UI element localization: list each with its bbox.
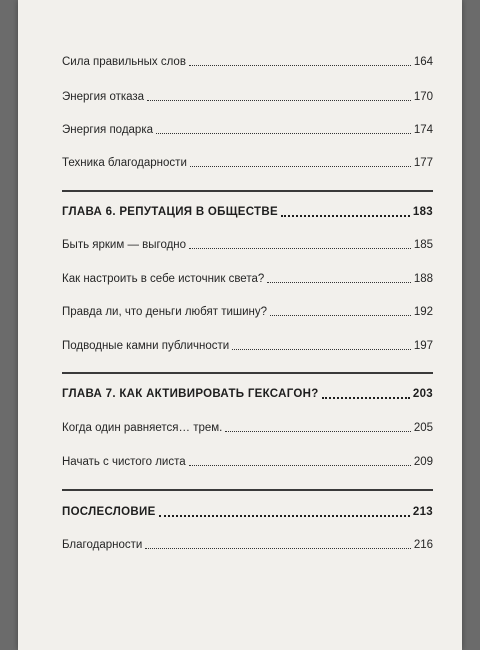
dot-leader: [189, 64, 411, 66]
toc-chapter-heading: [62, 388, 433, 400]
toc-entry: [62, 422, 433, 434]
section-divider: [62, 489, 433, 491]
toc-entry-page: 209: [413, 456, 433, 468]
toc-entry: [62, 124, 433, 136]
toc-entry-page: 185: [413, 239, 433, 251]
dot-leader: [156, 132, 411, 134]
toc-entry-title: Энергия подарка: [62, 124, 154, 136]
book-page: [18, 0, 462, 650]
toc-chapter-title: ГЛАВА 6. РЕПУТАЦИЯ В ОБЩЕСТВЕ: [62, 206, 278, 218]
toc-entry-page: 216: [413, 539, 433, 551]
toc-chapter-heading: [62, 206, 433, 218]
dot-leader: [145, 547, 411, 549]
dot-leader: [190, 165, 411, 167]
toc-entry-page: 177: [413, 157, 433, 169]
dot-leader: [322, 396, 410, 399]
toc-entry-title: Благодарности: [62, 539, 143, 551]
dot-leader: [267, 281, 411, 283]
toc-entry-title: Быть ярким — выгодно: [62, 239, 187, 251]
toc-chapter-heading: [62, 506, 433, 518]
toc-entry-page: 197: [413, 340, 433, 352]
toc-entry-title: Правда ли, что деньги любят тишину?: [62, 306, 268, 318]
toc-chapter-page: 183: [412, 206, 433, 218]
toc-entry: [62, 157, 433, 169]
dot-leader: [147, 99, 411, 101]
toc-entry-page: 205: [413, 422, 433, 434]
toc-chapter-title: ПОСЛЕСЛОВИЕ: [62, 506, 156, 518]
dot-leader: [270, 314, 411, 316]
dot-leader: [232, 348, 411, 350]
dot-leader: [189, 247, 411, 249]
toc-entry: [62, 239, 433, 251]
toc-entry: [62, 539, 433, 551]
toc-chapter-page: 213: [412, 506, 433, 518]
toc-entry: [62, 340, 433, 352]
toc-entry-page: 188: [413, 273, 433, 285]
toc-entry-title: Подводные камни публичности: [62, 340, 230, 352]
toc-chapter-page: 203: [412, 388, 433, 400]
dot-leader: [159, 514, 410, 517]
toc-entry: [62, 91, 433, 103]
dot-leader: [225, 430, 410, 432]
toc-chapter-title: ГЛАВА 7. КАК АКТИВИРОВАТЬ ГЕКСАГОН?: [62, 388, 319, 400]
section-divider: [62, 372, 433, 374]
toc-entry-page: 164: [413, 56, 433, 68]
section-divider: [62, 190, 433, 192]
toc-entry-title: Когда один равняется… трем.: [62, 422, 223, 434]
toc-entry: [62, 306, 433, 318]
toc-entry-title: Как настроить в себе источник света?: [62, 273, 265, 285]
toc-entry: [62, 273, 433, 285]
dot-leader: [281, 214, 410, 217]
toc-entry-title: Сила правильных слов: [62, 56, 186, 68]
toc-entry-title: Энергия отказа: [62, 91, 145, 103]
toc-entry: [62, 56, 433, 68]
toc-entry-title: Техника благодарности: [62, 157, 187, 169]
dot-leader: [189, 464, 411, 466]
toc-entry-page: 170: [413, 91, 433, 103]
toc-entry: [62, 456, 433, 468]
toc-entry-page: 174: [413, 124, 433, 136]
toc-entry-page: 192: [413, 306, 433, 318]
toc-entry-title: Начать с чистого листа: [62, 456, 186, 468]
